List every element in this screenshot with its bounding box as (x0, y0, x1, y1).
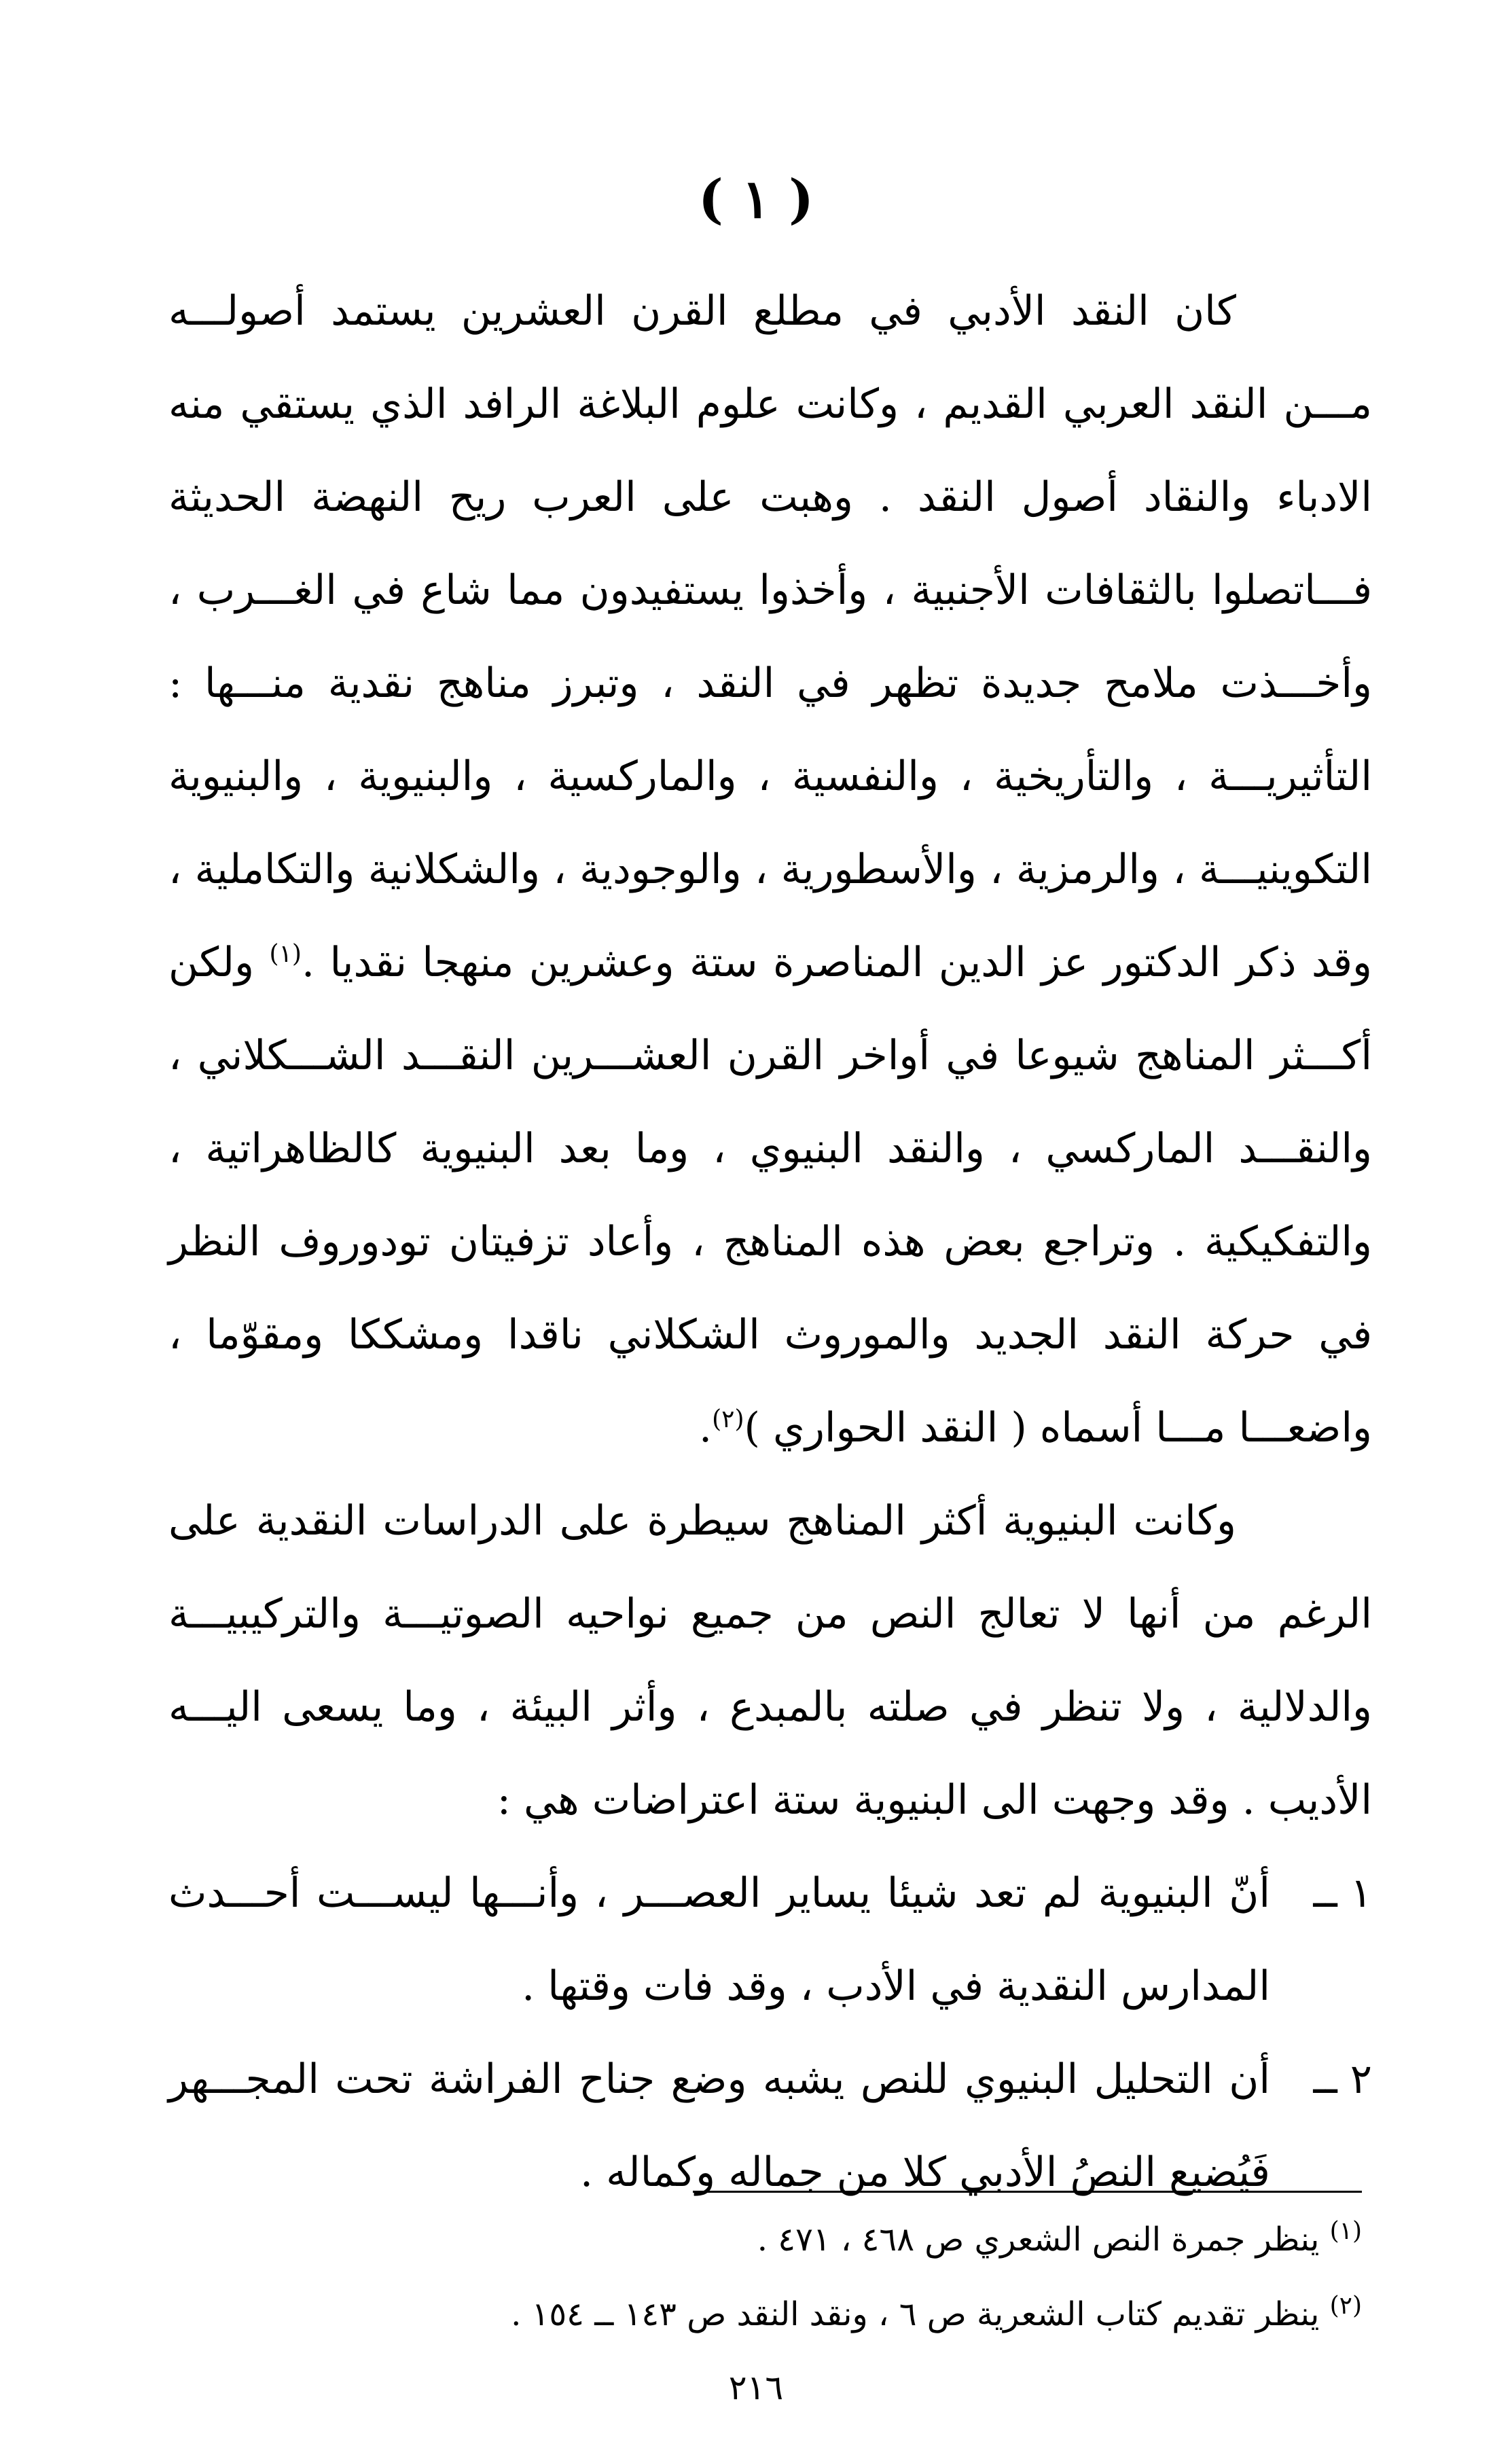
paragraph-text: كان النقد الأدبي في مطلع القرن العشرين يستمد أصولـــه مـــن النقد العربي القديم ، وكانت علوم البلاغة الرافد الذي يستقي منه الادباء والنقاد أصول النقد . وهبت على العرب ريح النهضة الحديثة فـــاتصلوا بالثقافات الأجنبية ، وأخذوا يستفيدون مما شاع في الغـــرب ، وأخـــذت ملامح جديدة تظهر في النقد ، وتبرز مناهج نقدية منـــها : التأثيريـــة ، والتأريخية ، والنفسية ، والماركسية ، والبنيوية ، والبنيوية التكوينيـــة ، والرمزية ، والأسطورية ، والوجودية ، والشكلانية والتكاملية ، وقد ذكر الدكتور عز الدين المناصرة ستة وعشرين منهجا نقديا . (168, 287, 1373, 986)
footnote-marker: (١) (1329, 2217, 1362, 2245)
footnote-reference: (٢) (712, 1405, 744, 1433)
section-number: ( ١ ) (698, 168, 814, 230)
list-item-text: أن التحليل البنيوي للنص يشبه وضع جناح الفراشة تحت المجـــهر فَيُضيع النصُ الأدبي كلا من جماله وكماله . (168, 2056, 1270, 2196)
footnote-reference: (١) (269, 940, 302, 968)
paragraph-intro (168, 265, 1372, 1475)
list-number: ٢ ــ (1313, 2056, 1372, 2103)
footnote-text: ينظر تقديم كتاب الشعرية ص ٦ ، ونقد النقد ص ١٤٣ ــ ١٥٤ . (511, 2295, 1330, 2333)
paragraph-text: . (698, 1404, 713, 1452)
footnote-item (168, 2202, 1362, 2277)
body-text (168, 265, 1372, 2219)
list-item-text: أنّ البنيوية لم تعد شيئا يساير العصـــر ، وأنـــها ليســـت أحـــدث المدارس النقدية في الأدب ، وقد فات وقتها . (168, 1869, 1270, 2010)
paragraph-text: ولكن أكـــثر المناهج شيوعا في أواخر القرن العشـــرين النقـــد الشـــكلاني ، والنقـــد الماركسي ، والنقد البنيوي ، وما بعد البنيوية كالظاهراتية ، والتفكيكية . وتراجع بعض هذه المناهج ، وأعاد تزفيتان تودوروف النظر في حركة النقد الجديد والموروث الشكلاني ناقدا ومشككا ومقوّما ، واضعـــا مـــا أسماه ( النقد الحواري ) (168, 939, 1372, 1452)
footnote-item (168, 2277, 1362, 2352)
paragraph-text: وكانت البنيوية أكثر المناهج سيطرة على الدراسات النقدية على الرغم من أنها لا تعالج النص من جميع نواحيه الصوتيـــة والتركيبيـــة والدلالية ، ولا تنظر في صلته بالمبدع ، وأثر البيئة ، وما يسعى اليـــه الأديب . وقد وجهت الى البنيوية ستة اعتراضات هي : (168, 1497, 1372, 1824)
paragraph-structuralism (168, 1475, 1372, 1847)
footnotes (168, 2202, 1362, 2352)
objections-list (168, 1847, 1372, 2219)
list-item (168, 1847, 1372, 2033)
footnote-divider (693, 2191, 1362, 2193)
list-number: ١ ــ (1313, 1869, 1372, 1917)
footnote-text: ينظر جمرة النص الشعري ص ٤٦٨ ، ٤٧١ . (757, 2221, 1330, 2259)
footnote-marker: (٢) (1329, 2292, 1362, 2320)
page-number: ٢١٦ (728, 2368, 784, 2407)
